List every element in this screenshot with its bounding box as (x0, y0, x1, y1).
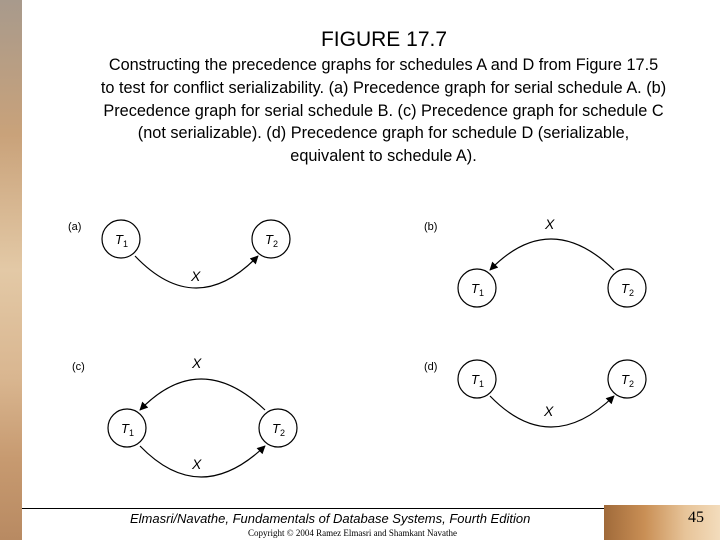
node-label-t1-d: $T_1$ (471, 372, 484, 389)
panel-label-d: (d) (424, 361, 438, 373)
figure-caption: Constructing the precedence graphs for schedules A and D from Figure 17.5 to test for conflict serializability. (a) Precedence graph for serial schedule A. (b) Precedence graph for serial schedule B. (c) Precedence graph for schedule C (not serializable). (d) Precedence graph for schedule D (serializable, equivalent to schedule A). (100, 56, 667, 166)
node-label-t1-c: $T_1$ (121, 421, 134, 438)
edge-label-b: X (545, 216, 555, 232)
edge-label-a: X (191, 268, 201, 284)
panel-a (68, 220, 290, 288)
panel-label-c: (c) (72, 361, 85, 373)
panel-b (424, 216, 646, 307)
panel-label-a: (a) (68, 221, 82, 233)
figure-title: FIGURE 17.7 (320, 28, 448, 51)
edge-t1-t2-c (140, 446, 265, 477)
panel-d (424, 360, 646, 427)
edge-label-c-top: X (192, 355, 202, 371)
node-label-t2-a: $T_2$ (265, 232, 278, 249)
node-label-t2-b: $T_2$ (621, 281, 634, 298)
node-label-t1-b: $T_1$ (471, 281, 484, 298)
panel-c (72, 355, 297, 477)
footer-book-title: Elmasri/Navathe, Fundamentals of Database Systems, Fourth Edition (130, 511, 531, 526)
edge-t2-t1-b (490, 239, 614, 270)
edge-label-d: X (544, 403, 554, 419)
node-label-t2-d: $T_2$ (621, 372, 634, 389)
node-label-t2-c: $T_2$ (272, 421, 285, 438)
footer-divider (22, 508, 604, 509)
panel-label-b: (b) (424, 221, 438, 233)
edge-t2-t1-c (140, 379, 265, 410)
page-number: 45 (688, 509, 704, 526)
edge-label-c-bottom: X (192, 456, 202, 472)
node-label-t1-a: $T_1$ (115, 232, 128, 249)
footer-copyright: Copyright © 2004 Ramez Elmasri and Shamkant Navathe (248, 528, 458, 538)
